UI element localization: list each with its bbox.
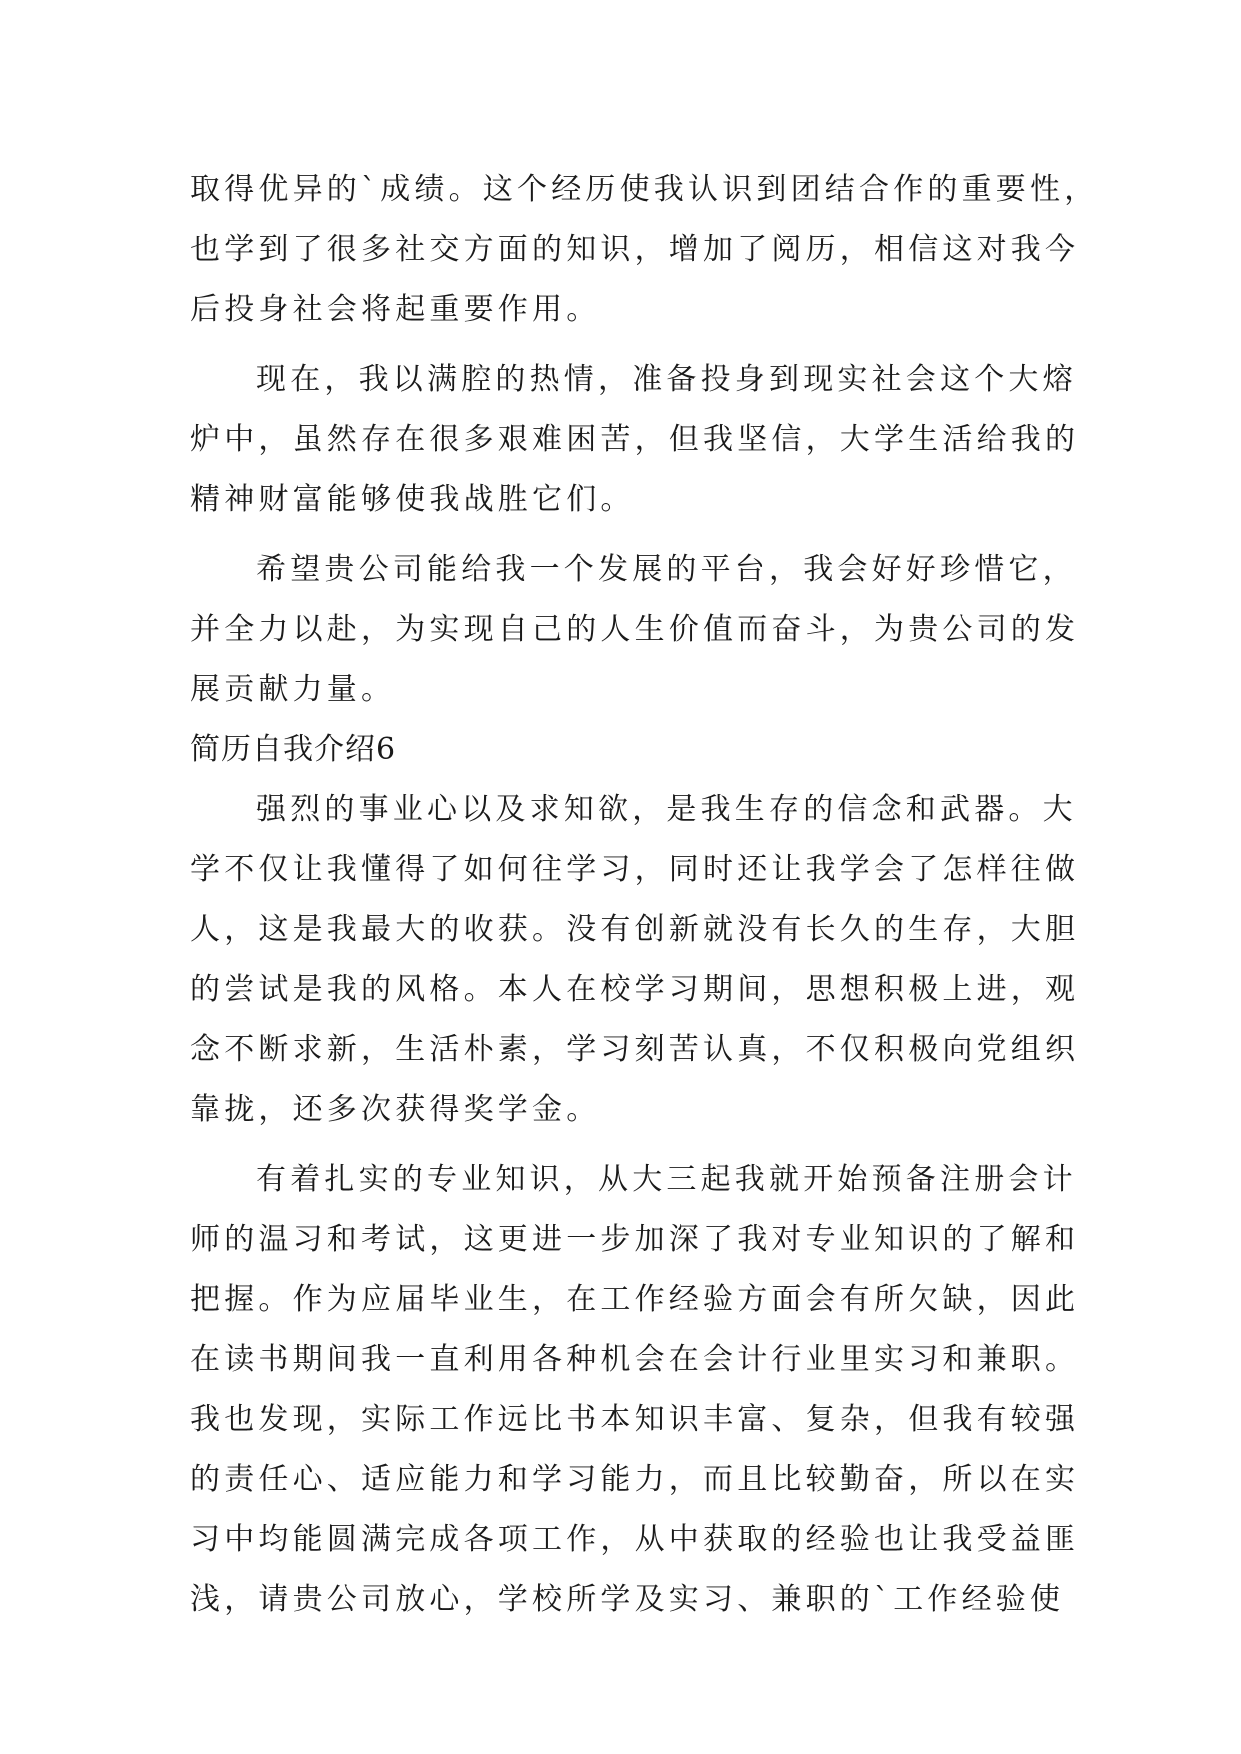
section-paragraph-2 xyxy=(190,1150,1080,1630)
paragraph-2 xyxy=(190,350,1080,530)
text-line: 并全力以赴，为实现自己的人生价值而奋斗，为贵公司的发 xyxy=(190,612,1080,647)
text-line: 师的温习和考试，这更进一步加深了我对专业知识的了解和 xyxy=(190,1222,1080,1257)
text-line: 有着扎实的专业知识，从大三起我就开始预备注册会计 xyxy=(256,1162,1077,1197)
document-body xyxy=(190,160,1099,1630)
text-line: 靠拢，还多次获得奖学金。 xyxy=(190,1092,601,1127)
text-line: 在读书期间我一直利用各种机会在会计行业里实习和兼职。 xyxy=(190,1342,1080,1377)
text-line: 后投身社会将起重要作用。 xyxy=(190,292,601,327)
text-line: 也学到了很多社交方面的知识，增加了阅历，相信这对我今 xyxy=(190,232,1080,267)
text-line: 希望贵公司能给我一个发展的平台，我会好好珍惜它， xyxy=(256,552,1077,587)
text-line: 我也发现，实际工作远比书本知识丰富、复杂，但我有较强 xyxy=(190,1402,1080,1437)
text-line: 取得优异的`成绩。这个经历使我认识到团结合作的重要性， xyxy=(190,172,1099,207)
section-paragraph-1 xyxy=(190,780,1080,1140)
section-heading-container xyxy=(190,720,1060,780)
text-line: 的责任心、适应能力和学习能力，而且比较勤奋，所以在实 xyxy=(190,1462,1080,1497)
text-line: 人，这是我最大的收获。没有创新就没有长久的生存，大胆 xyxy=(190,912,1080,947)
text-line: 念不断求新，生活朴素，学习刻苦认真，不仅积极向党组织 xyxy=(190,1032,1080,1067)
text-line: 现在，我以满腔的热情，准备投身到现实社会这个大熔 xyxy=(256,362,1077,397)
text-line: 炉中，虽然存在很多艰难困苦，但我坚信，大学生活给我的 xyxy=(190,422,1080,457)
text-line: 强烈的事业心以及求知欲，是我生存的信念和武器。大 xyxy=(256,792,1077,827)
text-line: 精神财富能够使我战胜它们。 xyxy=(190,482,635,517)
section-heading: 简历自我介绍6 xyxy=(190,732,397,767)
text-line: 学不仅让我懂得了如何往学习，同时还让我学会了怎样往做 xyxy=(190,852,1080,887)
paragraph-3 xyxy=(190,540,1080,720)
text-line: 展贡献力量。 xyxy=(190,672,396,707)
text-line: 把握。作为应届毕业生，在工作经验方面会有所欠缺，因此 xyxy=(190,1282,1080,1317)
text-line: 的尝试是我的风格。本人在校学习期间，思想积极上进，观 xyxy=(190,972,1080,1007)
text-line: 浅，请贵公司放心，学校所学及实习、兼职的`工作经验使 xyxy=(190,1582,1065,1617)
text-line: 习中均能圆满完成各项工作，从中获取的经验也让我受益匪 xyxy=(190,1522,1080,1557)
paragraph-1 xyxy=(190,160,1099,340)
